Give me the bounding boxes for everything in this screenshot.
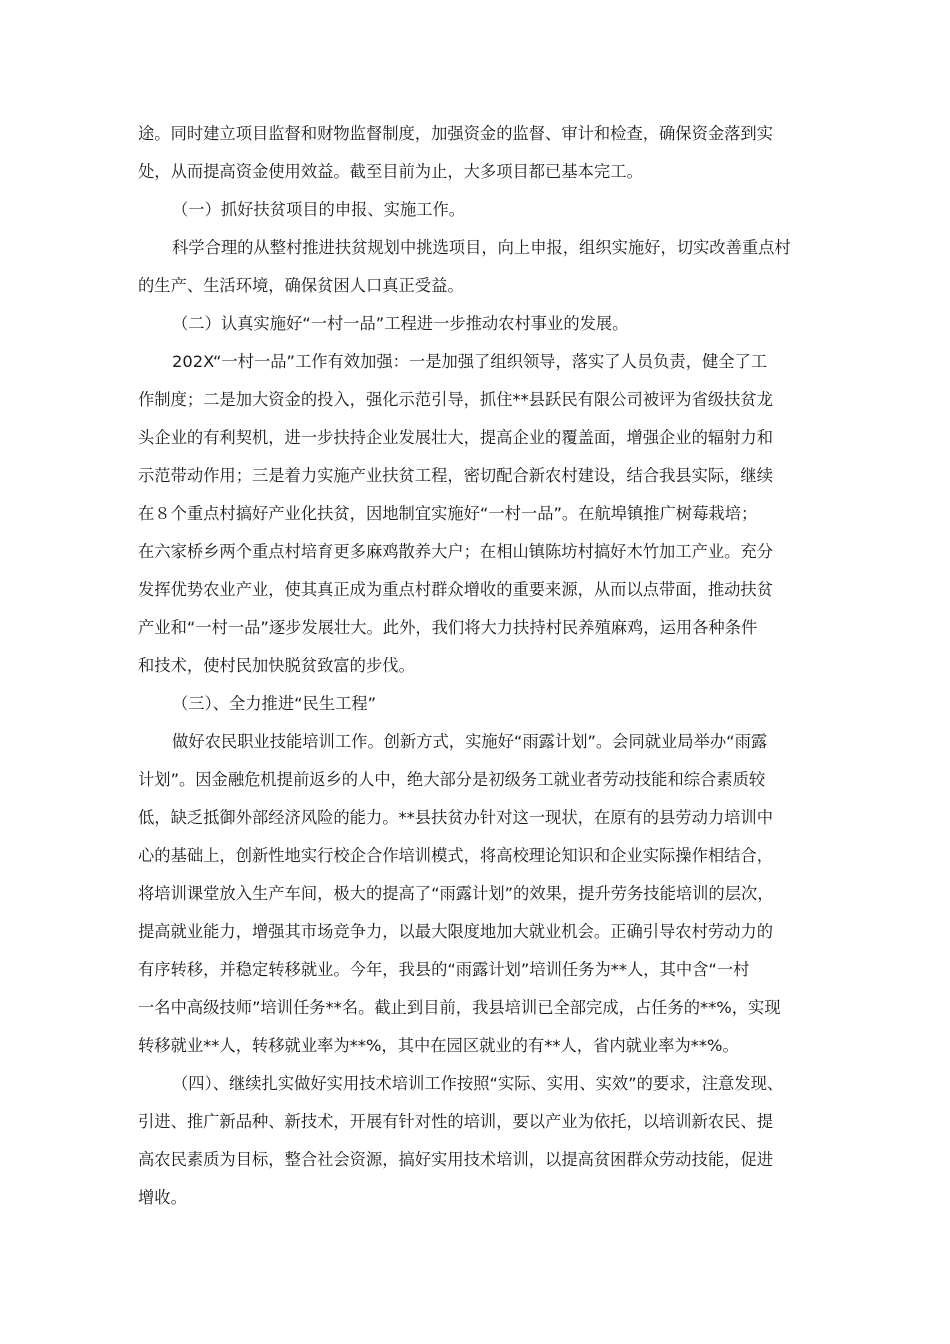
body-text-line: 处，从而提高资金使用效益。截至目前为止，大多项目都已基本完工。 xyxy=(138,162,643,181)
body-text-line: 在８个重点村搞好产业化扶贫，因地制宜实施好“一村一品”。在航埠镇推广树莓栽培； xyxy=(138,504,758,523)
body-text-line: 计划”。因金融危机提前返乡的人中，绝大部分是初级务工就业者劳动技能和综合素质较 xyxy=(138,770,766,789)
body-text-line: 低，缺乏抵御外部经济风险的能力。**县扶贫办针对这一现状，在原有的县劳动力培训中 xyxy=(138,808,773,827)
body-text-line: 发挥优势农业产业，使其真正成为重点村群众增收的重要来源，从而以点带面，推动扶贫 xyxy=(138,580,773,599)
section-heading-4: （四）、继续扎实做好实用技术培训工作按照“实际、实用、实效”的要求，注意发现、 xyxy=(172,1074,784,1093)
body-text-line: 转移就业**人，转移就业率为**%，其中在园区就业的有**人，省内就业率为**%。 xyxy=(138,1036,739,1055)
body-text-line: 头企业的有利契机，进一步扶持企业发展壮大，提高企业的覆盖面，增强企业的辐射力和 xyxy=(138,428,773,447)
section-heading-2: （二）认真实施好“一村一品”工程进一步推动农村事业的发展。 xyxy=(172,314,629,333)
body-text-line: 提高就业能力，增强其市场竞争力，以最大限度地加大就业机会。正确引导农村劳动力的 xyxy=(138,922,773,941)
body-text-line: 引进、推广新品种、新技术，开展有针对性的培训，要以产业为依托，以培训新农民、提 xyxy=(138,1112,773,1131)
body-text-line: 增收。 xyxy=(138,1188,187,1207)
body-text-line: 作制度；二是加大资金的投入，强化示范引导，抓住**县跃民有限公司被评为省级扶贫龙 xyxy=(138,390,773,409)
body-text-line: 心的基础上，创新性地实行校企合作培训模式，将高校理论知识和企业实际操作相结合， xyxy=(138,846,773,865)
body-text-line: 做好农民职业技能培训工作。创新方式，实施好“雨露计划”。会同就业局举办“雨露 xyxy=(172,732,768,751)
body-text-line: 途。同时建立项目监督和财物监督制度，加强资金的监督、审计和检查，确保资金落到实 xyxy=(138,124,773,143)
body-text-line: 在六家桥乡两个重点村培育更多麻鸡散养大户；在相山镇陈坊村搞好木竹加工产业。充分 xyxy=(138,542,773,561)
body-text-line: 一名中高级技师”培训任务**名。截止到目前，我县培训已全部完成，占任务的**%，实现 xyxy=(138,998,781,1017)
body-text-line: 有序转移，并稳定转移就业。今年，我县的“雨露计划”培训任务为**人，其中含“一村 xyxy=(138,960,750,979)
body-text-line: 高农民素质为目标，整合社会资源，搞好实用技术培训，以提高贫困群众劳动技能，促进 xyxy=(138,1150,773,1169)
body-text-line: 202X“一村一品”工作有效加强：一是加强了组织领导，落实了人员负责，健全了工 xyxy=(172,352,768,371)
body-text-line: 将培训课堂放入生产车间，极大的提高了“雨露计划”的效果，提升劳务技能培训的层次， xyxy=(138,884,774,903)
section-heading-1: （一）抓好扶贫项目的申报、实施工作。 xyxy=(172,200,466,219)
body-text-line: 示范带动作用；三是着力实施产业扶贫工程，密切配合新农村建设，结合我县实际，继续 xyxy=(138,466,773,485)
body-text-line: 产业和“一村一品”逐步发展壮大。此外，我们将大力扶持村民养殖麻鸡，运用各种条件 xyxy=(138,618,758,637)
body-text-line: 和技术，使村民加快脱贫致富的步伐。 xyxy=(138,656,415,675)
body-text-line: 的生产、生活环境，确保贫困人口真正受益。 xyxy=(138,276,464,295)
section-heading-3: （三）、全力推进“民生工程” xyxy=(172,694,377,713)
body-text-line: 科学合理的从整村推进扶贫规划中挑选项目，向上申报，组织实施好，切实改善重点村 xyxy=(172,238,791,257)
